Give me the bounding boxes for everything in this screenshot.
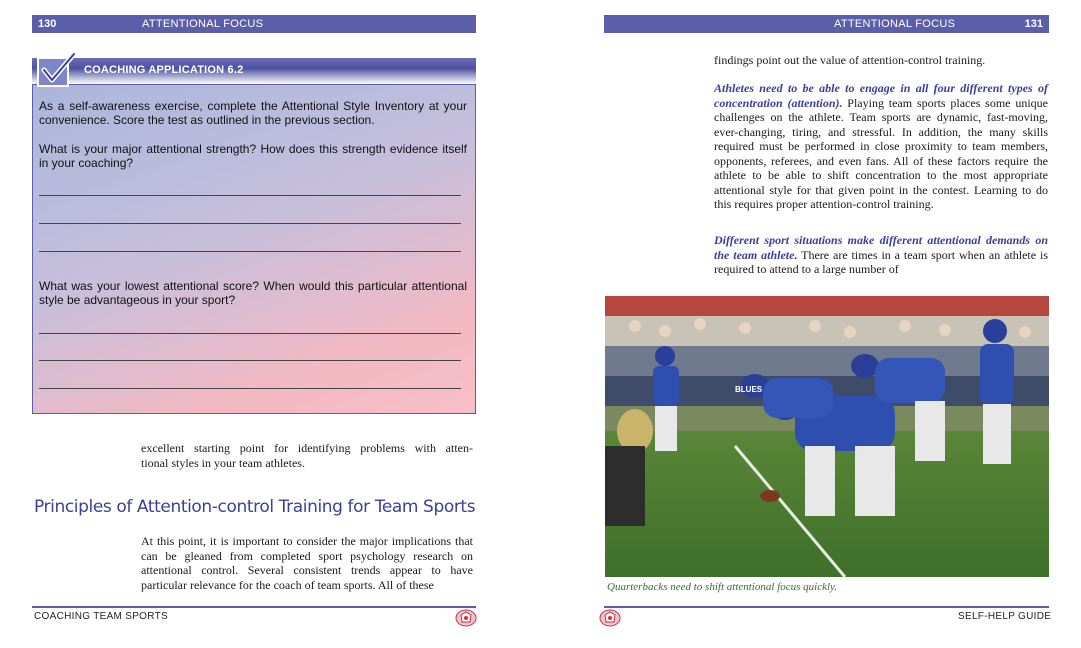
answer-line[interactable]: [39, 333, 461, 334]
right-footer-rule: [604, 606, 1049, 608]
left-running-head: ATTENTIONAL FOCUS: [142, 18, 264, 30]
paragraph-1-body: Playing team sports places some unique challenges on the athlete. Team sports are dynamic, fast-moving, ever-changing, tiring, and stressful. In addition, the many skills required must be performed in close proximity to team members, opponents, referees, and even fans. All of these factors require the athlete to be able to shift concentration to the most appropriate attentional style for that given point in the contest. Learning to do this requires proper attention-control training.: [714, 95, 1048, 211]
continued-line-2: tional styles in your team athletes.: [141, 455, 305, 470]
photo-jersey-text: BLUES: [735, 385, 763, 394]
answer-line[interactable]: [39, 223, 461, 224]
section-heading: Principles of Attention-control Training for Team Sports: [34, 497, 476, 517]
answer-line[interactable]: [39, 251, 461, 252]
section-paragraph: At this point, it is important to consider the major implications that can be gleaned from completed sport psychology research on attentional control. Several consistent trends appear to have particular relevance for the coach of team sports. All of these: [141, 534, 473, 592]
left-header-bar: [32, 15, 476, 33]
answer-line[interactable]: [39, 388, 461, 389]
football-photo: [605, 296, 1049, 577]
opening-line: findings point out the value of attention-control training.: [714, 53, 986, 67]
coaching-question-2: What was your lowest attentional score? When would this particular attentional style be advantageous in your sport?: [39, 279, 467, 307]
coaching-application-title: COACHING APPLICATION 6.2: [84, 64, 244, 76]
paragraph-2: [714, 233, 1048, 277]
left-footer-text: COACHING TEAM SPORTS: [34, 611, 168, 622]
photo-caption: Quarterbacks need to shift attentional focus quickly.: [607, 581, 838, 593]
coaching-intro-text: As a self-awareness exercise, complete the Attentional Style Inventory at your convenience. Score the test as outlined in the previous section.: [39, 99, 467, 127]
right-page-number: 131: [1024, 18, 1043, 30]
paragraph-2-lead: Different sport situations make different attentional demands on the team athlete.: [714, 233, 1048, 262]
left-footer-rule: [32, 606, 476, 608]
coaching-application-box: [32, 84, 476, 414]
left-page-number: 130: [38, 18, 57, 30]
answer-line[interactable]: [39, 195, 461, 196]
continued-line-1: excellent starting point for identifying problems with atten-: [141, 441, 473, 455]
answer-line[interactable]: [39, 360, 461, 361]
publisher-logo-icon: [599, 609, 621, 627]
publisher-logo-icon: [455, 609, 477, 627]
paragraph-1-lead: Athletes need to be able to engage in all four different types of concentration (attention).: [714, 81, 1048, 110]
continued-paragraph: [141, 441, 473, 470]
right-running-head: ATTENTIONAL FOCUS: [834, 18, 956, 30]
coaching-question-1: What is your major attentional strength? How does this strength evidence itself in your coaching?: [39, 142, 467, 170]
right-header-bar: [604, 15, 1049, 33]
paragraph-1: [714, 81, 1048, 212]
paragraph-2-body: There are times in a team sport when an athlete is required to attend to a large number of: [714, 247, 1048, 276]
right-footer-text: SELF-HELP GUIDE: [958, 611, 1052, 622]
checkmark-icon: [36, 52, 78, 88]
